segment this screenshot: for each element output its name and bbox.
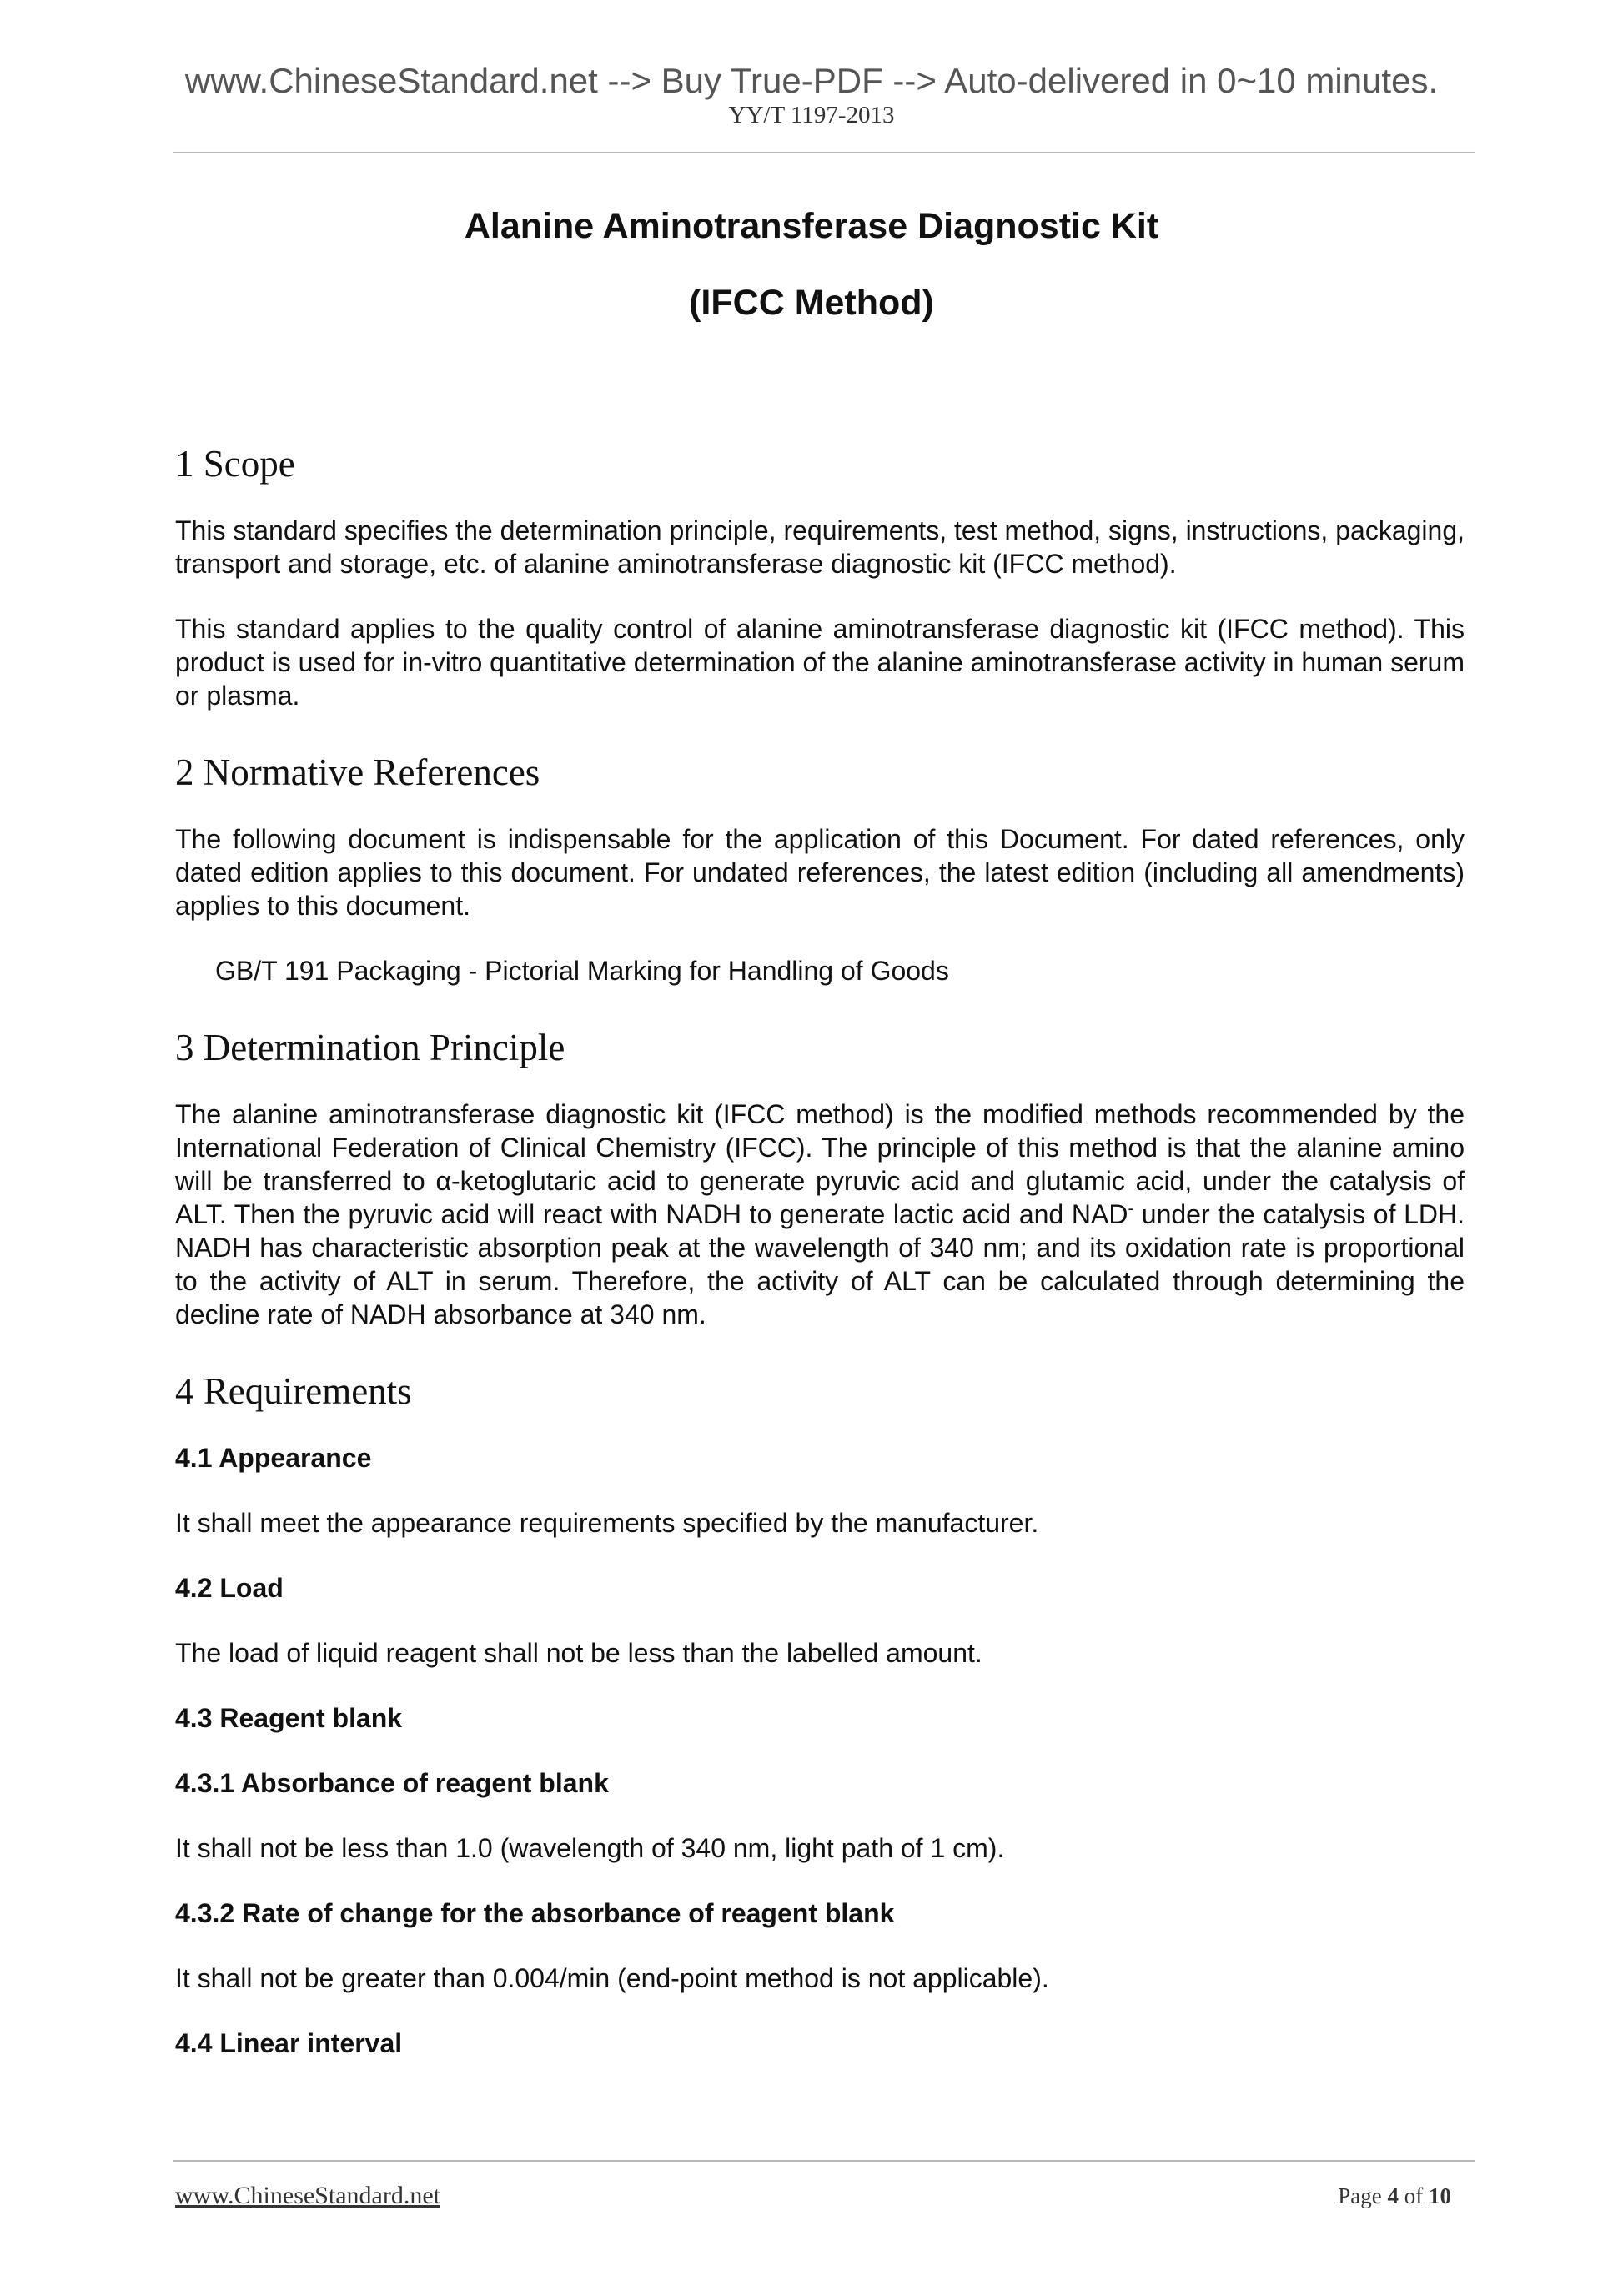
page-number — [1338, 2185, 1451, 2208]
page-banner: www.ChineseStandard.net --> Buy True-PDF --> Auto-delivered in 0~10 minutes. — [184, 61, 1439, 100]
page-prefix: Page — [1338, 2183, 1382, 2208]
paragraph-text: The alanine aminotransferase diagnostic kit (IFCC method) is the modified methods recommended by the International Federation of Clinical Chemistry (IFCC). The principle of this method is that the alanine amino will be transferred to α-ketoglutaric acid to generate pyruvic acid and glutamic acid, under the catalysis of ALT. Then the pyruvic acid will react with NADH to generate lactic acid and NAD — [175, 1099, 1465, 1229]
paragraph — [175, 1098, 1465, 1331]
paragraph: This standard specifies the determination principle, requirements, test method, signs, instructions, packaging, transport and storage, etc. of alanine aminotransferase diagnostic kit (IFCC method). — [175, 515, 1465, 579]
page-of: of — [1404, 2183, 1424, 2208]
page-current: 4 — [1387, 2183, 1399, 2208]
section-heading-normative-references: 2 Normative References — [175, 751, 540, 793]
reference-item: GB/T 191 Packaging - Pictorial Marking for Handling of Goods — [215, 956, 949, 986]
paragraph: The load of liquid reagent shall not be less than the labelled amount. — [175, 1638, 982, 1668]
paragraph-text: under the catalysis of LDH. NADH has characteristic absorption peak at the wavelength of 340 nm; and its oxidation rate is proportional to the activity of ALT in serum. Therefore, the activity of ALT can be calculated through determining the decline rate of NADH absorbance at 340 nm. — [175, 1199, 1465, 1329]
footer-divider — [173, 2160, 1475, 2162]
section-heading-determination-principle: 3 Determination Principle — [175, 1027, 565, 1068]
superscript: - — [1128, 1199, 1134, 1218]
paragraph: It shall not be less than 1.0 (wavelength of 340 nm, light path of 1 cm). — [175, 1833, 1005, 1863]
subsection-heading: 4.1 Appearance — [175, 1443, 372, 1473]
subsection-heading: 4.2 Load — [175, 1573, 284, 1603]
footer-site-link[interactable]: www.ChineseStandard.net — [175, 2182, 440, 2209]
paragraph: It shall not be greater than 0.004/min (end-point method is not applicable). — [175, 1963, 1049, 1993]
subsection-heading: 4.4 Linear interval — [175, 2028, 403, 2058]
subsection-heading: 4.3 Reagent blank — [175, 1703, 403, 1733]
paragraph: The following document is indispensable for the application of this Document. For dated references, only dated edition applies to this document. For undated references, the latest edition (including all amendments) applies to this document. — [175, 824, 1465, 921]
subsection-heading: 4.3.2 Rate of change for the absorbance of reagent blank — [175, 1898, 895, 1928]
paragraph: This standard applies to the quality control of alanine aminotransferase diagnostic kit (IFCC method). This product is used for in-vitro quantitative determination of the alanine aminotransferase activity in human serum or plasma. — [175, 614, 1465, 711]
document-subtitle: (IFCC Method) — [689, 283, 934, 323]
document-body — [175, 442, 1465, 2092]
paragraph: It shall meet the appearance requirements specified by the manufacturer. — [175, 1508, 1039, 1538]
subsection-heading: 4.3.1 Absorbance of reagent blank — [175, 1768, 609, 1798]
page-total: 10 — [1429, 2183, 1451, 2208]
header-divider — [173, 152, 1475, 153]
document-title: Alanine Aminotransferase Diagnostic Kit — [464, 206, 1159, 246]
section-heading-scope: 1 Scope — [175, 443, 295, 485]
document-code: YY/T 1197-2013 — [728, 102, 895, 128]
section-heading-requirements: 4 Requirements — [175, 1370, 412, 1412]
